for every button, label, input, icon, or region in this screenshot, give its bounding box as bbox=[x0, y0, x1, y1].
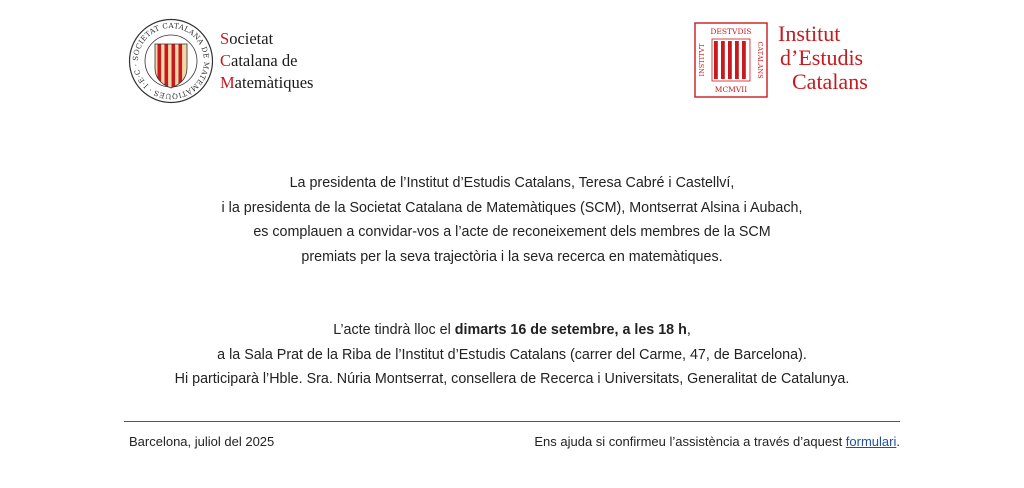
scm-logo bbox=[128, 18, 328, 104]
rsvp-note: Ens ajuda si confirmeu l’assistència a través d’aquest formulari. bbox=[534, 434, 900, 449]
scm-name-line-2: Catalana de bbox=[220, 51, 298, 70]
event-date-time: dimarts 16 de setembre, a les 18 h bbox=[454, 322, 687, 338]
scm-name-line-1: Societat bbox=[220, 29, 274, 48]
invitation-line-3: es complauen a convidar-vos a l’acte de reconeixement dels membres de la SCM bbox=[253, 224, 771, 240]
place-date: Barcelona, juliol del 2025 bbox=[129, 434, 275, 449]
invitation-line-4: premiats per la seva trajectòria i la seva recerca en matemàtiques. bbox=[301, 248, 723, 265]
iec-name bbox=[778, 22, 868, 94]
iec-seal-top-text: DESTVDIS bbox=[710, 27, 752, 36]
event-venue-line: a la Sala Prat de la Riba de l’Institut d’Estudis Catalans (carrer del Carme, 47, de Barcelona). bbox=[217, 346, 807, 363]
invitation-line-1: La presidenta de l’Institut d’Estudis Catalans, Teresa Cabré i Castellví, bbox=[289, 175, 735, 191]
iec-seal-icon bbox=[694, 22, 768, 98]
event-guest-line: Hi participarà l’Hble. Sra. Núria Montserrat, consellera de Recerca i Universitats, Generalitat de Catalunya. bbox=[174, 371, 850, 387]
event-date-line: L’acte tindrà lloc el dimarts 16 de setembre, a les 18 h, bbox=[333, 322, 691, 338]
iec-seal-left-text: INSTITVT bbox=[698, 43, 706, 77]
iec-name-line-1: Institut bbox=[778, 21, 841, 46]
event-details bbox=[0, 318, 1024, 392]
scm-seal-text: SOCIETAT CATALANA DE MATEMÀTIQUES · I·E·C · bbox=[130, 20, 212, 102]
iec-seal-bottom-text: MCMVII bbox=[714, 85, 748, 94]
invitation-paragraph bbox=[0, 171, 1024, 269]
footer-divider bbox=[124, 421, 900, 422]
rsvp-form-link[interactable]: formulari bbox=[845, 434, 897, 449]
scm-name bbox=[220, 28, 313, 94]
invitation-line-2: i la presidenta de la Societat Catalana de Matemàtiques (SCM), Montserrat Alsina i Aubach, bbox=[221, 199, 803, 216]
scm-name-line-3: Matemàtiques bbox=[220, 73, 314, 92]
iec-logo bbox=[694, 22, 894, 102]
iec-name-line-2: d’Estudis bbox=[780, 45, 864, 70]
iec-name-line-3: Catalans bbox=[792, 69, 868, 94]
iec-seal-right-text: CATALANS bbox=[756, 41, 764, 79]
scm-seal-icon bbox=[128, 18, 214, 104]
